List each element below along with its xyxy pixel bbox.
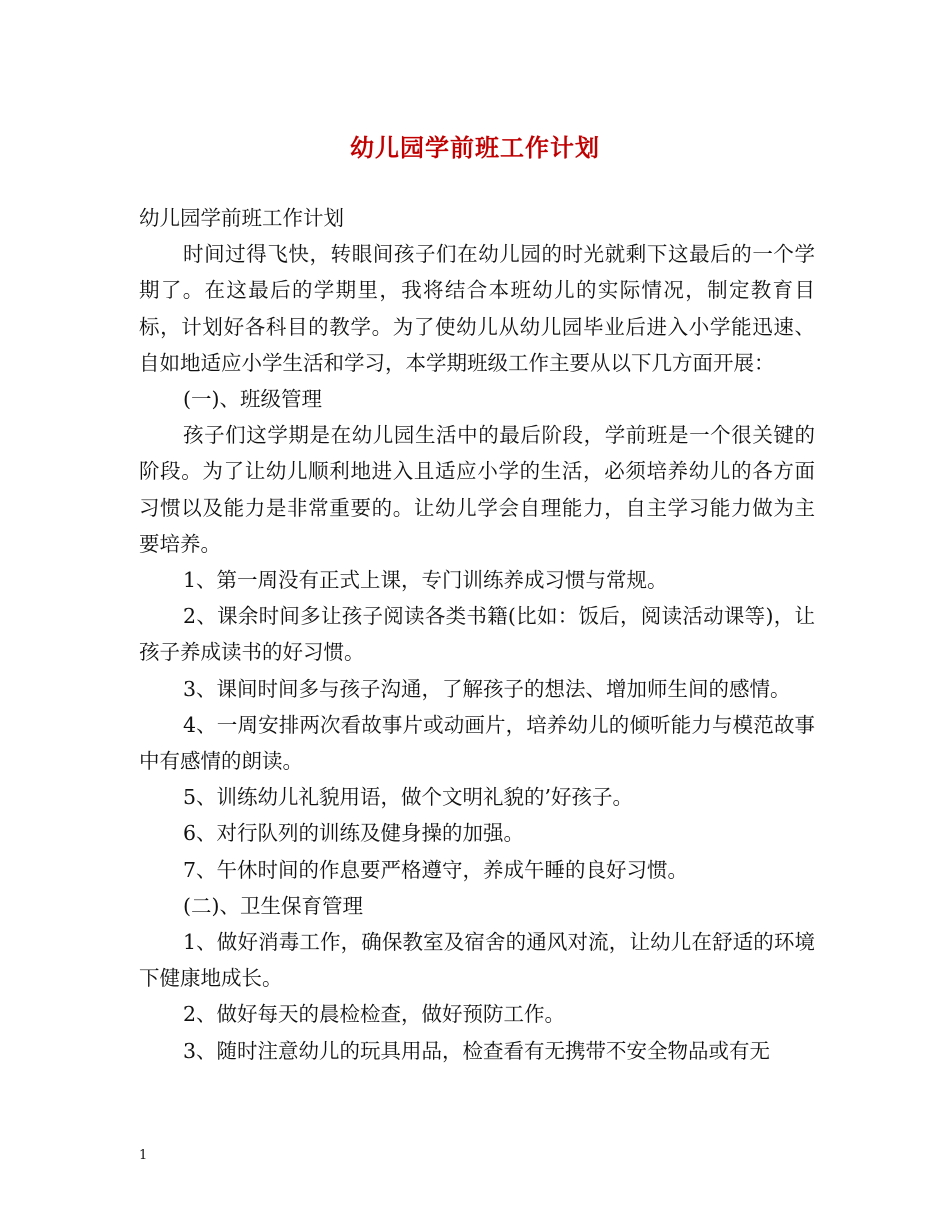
- list-item: 7、午休时间的作息要严格遵守，养成午睡的良好习惯。: [183, 857, 689, 882]
- list-item: 2、课余时间多让孩子阅读各类书籍(比如：饭后，阅读活动课等)，让孩子养成读书的好习惯。: [139, 604, 815, 665]
- list-item: 3、课间时间多与孩子沟通，了解孩子的想法、增加师生间的感情。: [183, 676, 791, 701]
- paragraph-heading: 幼儿园学前班工作计划: [139, 206, 344, 230]
- list-item: 5、训练幼儿礼貌用语，做个文明礼貌的’好孩子。: [183, 785, 634, 810]
- section-heading-hygiene: (二)、卫生保育管理: [183, 893, 363, 918]
- section-heading-class-management: (一)、班级管理: [183, 387, 322, 412]
- list-item: 6、对行队列的训练及健身操的加强。: [183, 821, 525, 846]
- list-item: 4、一周安排两次看故事片或动画片，培养幼儿的倾听能力与模范故事中有感情的朗读。: [139, 712, 815, 774]
- list-item: 3、随时注意幼儿的玩具用品，检查看有无携带不安全物品或有无: [183, 1038, 771, 1063]
- page-number: 1: [139, 1148, 148, 1163]
- list-item: 1、做好消毒工作，确保教室及宿舍的通风对流，让幼儿在舒适的环境下健康地成长。: [139, 930, 815, 991]
- document-title: 幼儿园学前班工作计划: [350, 133, 600, 162]
- paragraph-intro: 时间过得飞快，转眼间孩子们在幼儿园的时光就剩下这最后的一个学期了。在这最后的学期里，我将结合本班幼儿的实际情况，制定教育目标，计划好各科目的教学。为了使幼儿从幼儿园毕业后进入小学能迅速、自如地适应小学生活和学习，本学期班级工作主要从以下几方面开展：: [139, 242, 815, 375]
- list-item: 1、第一周没有正式上课，专门训练养成习惯与常规。: [183, 568, 668, 593]
- list-item: 2、做好每天的晨检检查，做好预防工作。: [183, 1002, 566, 1027]
- paragraph-class-management: 孩子们这学期是在幼儿园生活中的最后阶段，学前班是一个很关键的阶段。为了让幼儿顺利地进入且适应小学的生活，必须培养幼儿的各方面习惯以及能力是非常重要的。让幼儿学会自理能力，自主学习能力做为主要培养。: [139, 423, 815, 556]
- document-body: [139, 200, 815, 1069]
